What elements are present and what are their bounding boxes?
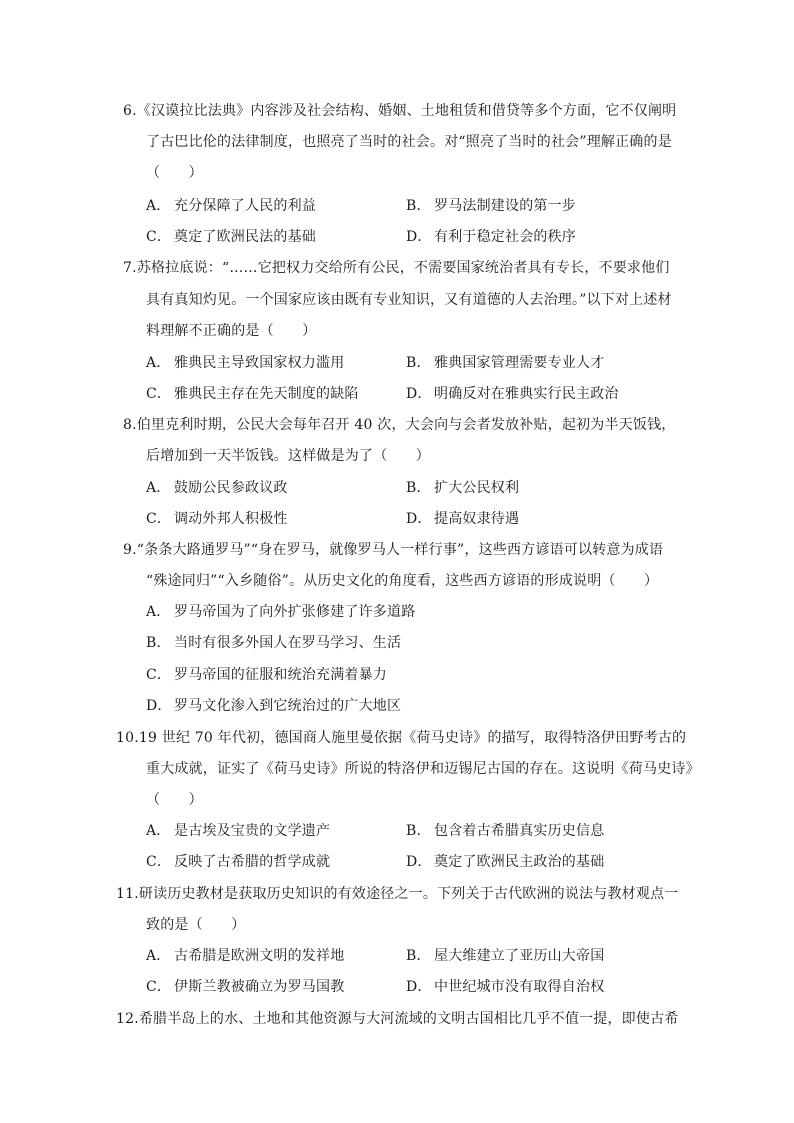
question-7-option-b: B． 雅典国家管理需要专业人才 [406, 355, 605, 371]
question-10-option-d: D． 奠定了欧洲民主政治的基础 [406, 854, 605, 870]
question-6-option-c: C． 奠定了欧洲民法的基础 [146, 229, 316, 245]
question-11-line-2: 致的是（ ） [146, 917, 246, 933]
question-11-option-d: D． 中世纪城市没有取得自治权 [406, 979, 605, 995]
question-9-line-1: 9.“条条大路通罗马”“身在罗马，就像罗马人一样行事”，这些西方谚语可以转意为成语 [123, 542, 664, 558]
question-6-option-b: B． 罗马法制建设的第一步 [406, 198, 576, 214]
question-6-line-2: 了古巴比伦的法律制度，也照亮了当时的社会。对“照亮了当时的社会”理解正确的是 [146, 134, 672, 150]
question-6-option-a: A． 充分保障了人民的利益 [146, 198, 316, 214]
question-7-line-1: 7.苏格拉底说：“……它把权力交给所有公民，不需要国家统治者具有专长，不要求他们 [123, 260, 670, 276]
question-number: 9. [123, 542, 137, 558]
question-10-option-c: C． 反映了古希腊的哲学成就 [146, 854, 331, 870]
question-9-option-d: D． 罗马文化渗入到它统治过的广大地区 [146, 698, 402, 714]
question-7-line-3: 料理解不正确的是（ ） [146, 323, 317, 339]
question-6-option-d: D． 有利于稳定社会的秩序 [406, 229, 576, 245]
question-6-line-1: 6.《汉谟拉比法典》内容涉及社会结构、婚姻、土地租赁和借贷等多个方面，它不仅阐明 [123, 103, 677, 119]
question-11-option-c: C． 伊斯兰教被确立为罗马国教 [146, 979, 345, 995]
question-11-option-a: A． 古希腊是欧洲文明的发祥地 [146, 948, 345, 964]
question-8-line-2: 后增加到一天半饭钱。这样做是为了（ ） [146, 448, 430, 464]
question-10-line-1: 10.19 世纪 70 年代初，德国商人施里曼依据《荷马史诗》的描写，取得特洛伊田野考古的 [116, 730, 687, 746]
question-12-line-1: 12.希腊半岛上的水、土地和其他资源与大河流域的文明古国相比几乎不值一提，即使古希 [116, 1011, 679, 1027]
question-7-option-c: C． 雅典民主存在先天制度的缺陷 [146, 386, 359, 402]
question-8-option-a: A． 鼓励公民参政议政 [146, 480, 288, 496]
question-9-line-2: “殊途同归”“入乡随俗”。从历史文化的角度看，这些西方谚语的形成说明（ ） [146, 573, 659, 589]
question-8-option-b: B． 扩大公民权利 [406, 480, 520, 496]
question-10-line-2: 重大成就，证实了《荷马史诗》所说的特洛伊和迈锡尼古国的存在。这说明《荷马史诗》 [146, 761, 700, 777]
question-10-line-3: （ ） [146, 792, 203, 808]
question-7-line-2: 具有真知灼见。一个国家应该由既有专业知识，又有道德的人去治理。”以下对上述材 [146, 292, 672, 308]
question-9-option-a: A． 罗马帝国为了向外扩张修建了许多道路 [146, 604, 416, 620]
question-9-option-c: C． 罗马帝国的征服和统治充满着暴力 [146, 667, 387, 683]
question-7-option-a: A． 雅典民主导致国家权力滥用 [146, 355, 345, 371]
question-number: 6. [123, 103, 137, 119]
question-9-option-b: B． 当时有很多外国人在罗马学习、生活 [146, 635, 402, 651]
question-number: 7. [123, 260, 137, 276]
question-8-option-c: C． 调动外邦人积极性 [146, 511, 288, 527]
question-10-option-a: A． 是古埃及宝贵的文学遗产 [146, 823, 331, 839]
question-11-option-b: B． 屋大维建立了亚历山大帝国 [406, 948, 605, 964]
question-number: 11. [116, 886, 139, 902]
question-8-line-1: 8.伯里克利时期，公民大会每年召开 40 次，大会向与会者发放补贴，起初为半天饭钱， [123, 417, 676, 433]
question-6-line-3: （ ） [146, 165, 203, 181]
question-number: 8. [123, 417, 137, 433]
question-8-option-d: D． 提高奴隶待遇 [406, 511, 520, 527]
question-10-option-b: B． 包含着古希腊真实历史信息 [406, 823, 605, 839]
question-number: 12. [116, 1011, 139, 1027]
question-7-option-d: D． 明确反对在雅典实行民主政治 [406, 386, 619, 402]
question-number: 10. [116, 730, 139, 746]
question-11-line-1: 11.研读历史教材是获取历史知识的有效途径之一。下列关于古代欧洲的说法与教材观点一 [116, 886, 679, 902]
